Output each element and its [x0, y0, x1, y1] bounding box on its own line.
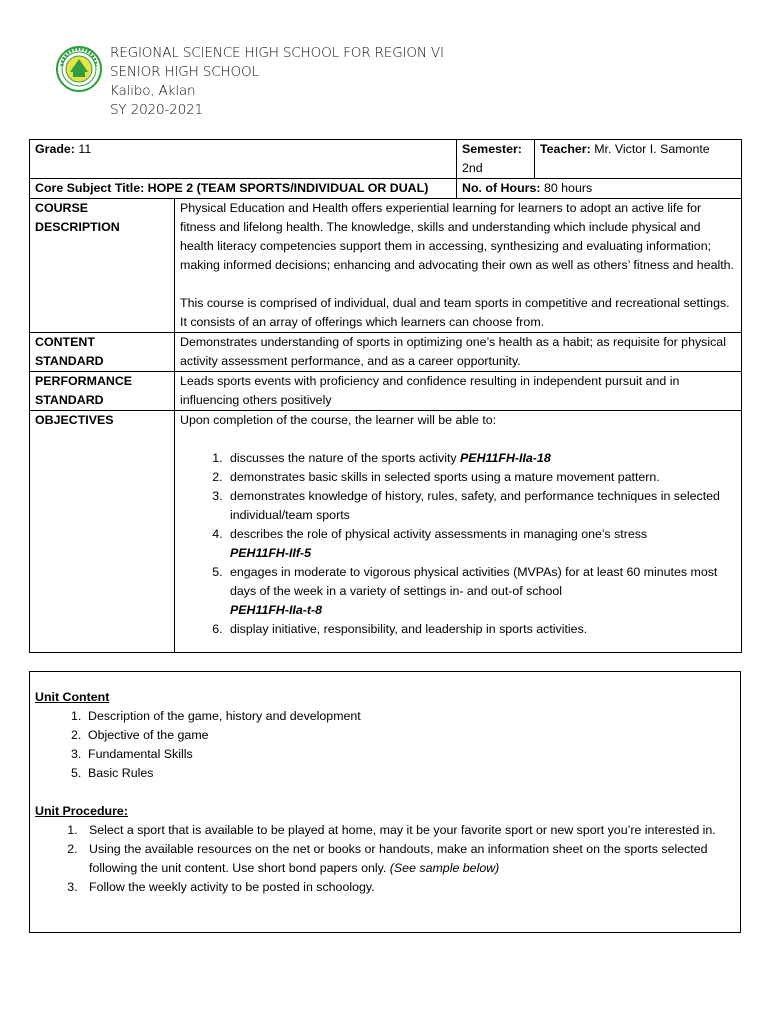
unit-content-item: 1. Description of the game, history and development [71, 709, 361, 723]
procedure-item: 1. Select a sport that is available to be played at home, may it be your favorite sport or new sport you’re interested in. [81, 821, 735, 840]
semester-label: Semester: [462, 142, 522, 156]
objectives-intro: Upon completion of the course, the learner will be able to: [180, 413, 497, 427]
unit-content-heading: Unit Content [35, 690, 110, 704]
content-label-line1: CONTENT [35, 335, 95, 349]
performance-standard-label [30, 372, 175, 411]
grade-cell [30, 140, 457, 179]
content-label-line2: STANDARD [35, 354, 104, 368]
unit-procedure-heading: Unit Procedure: [35, 804, 128, 818]
school-name: REGIONAL SCIENCE HIGH SCHOOL FOR REGION VI [110, 45, 444, 61]
hours-cell [457, 179, 742, 199]
teacher-value: Mr. Victor I. Samonte [594, 142, 710, 156]
course-description-row [30, 199, 742, 333]
school-location: Kalibo, Aklan [110, 83, 196, 99]
performance-standard-text: Leads sports events with proficiency and confidence resulting in independent pursuit and in influencing others positively [175, 372, 742, 411]
unit-content-item: 2. Objective of the game [71, 728, 209, 742]
hours-label: No. of Hours: [462, 181, 541, 195]
course-paragraph-2: This course is comprised of individual, dual and team sports in competitive and recreational settings. It consists of an array of offerings which learners can choose from. [180, 296, 730, 329]
competency-code: PEH11FH-IIf-5 [230, 546, 312, 560]
course-description-text [175, 199, 742, 333]
competency-code: PEH11FH-IIa-18 [460, 451, 551, 465]
performance-label-line2: STANDARD [35, 393, 104, 407]
objectives-text [175, 411, 742, 653]
unit-procedure-list [35, 821, 735, 897]
course-label-line2: DESCRIPTION [35, 220, 120, 234]
teacher-label: Teacher: [540, 142, 591, 156]
course-info-table [29, 139, 742, 653]
course-paragraph-1: Physical Education and Health offers experiential learning for learners to adopt an active life for fitness and lifelong health. The knowledge, skills and understanding which include physical and health literacy competencies support them in accessing, synthesizing and evaluating information; making informed decisions; enhancing and advocating their own as well as others’ fitness and health. [180, 201, 735, 272]
letterhead [56, 44, 756, 124]
content-standard-text: Demonstrates understanding of sports in optimizing one’s health as a habit; as requisite for physical activity assessment performance, and as a career opportunity. [175, 333, 742, 372]
objective-item: 2. demonstrates basic skills in selected sports using a mature movement pattern. [226, 468, 736, 487]
performance-label-line1: PERFORMANCE [35, 374, 133, 388]
unit-content-item: 5. Basic Rules [71, 766, 154, 780]
objectives-row [30, 411, 742, 653]
hours-value: 80 hours [543, 181, 593, 195]
procedure-item: 2. Using the available resources on the net or books or handouts, make an information sheet on the sports selected following the unit content. Use short bond papers only. (See sample below) [81, 840, 735, 878]
semester-value: 2nd [462, 161, 483, 175]
objective-item: 4. describes the role of physical activity assessments in managing one’s stress PEH11FH-IIf-5 [226, 525, 736, 563]
school-division: SENIOR HIGH SCHOOL [110, 64, 259, 80]
school-seal-logo [56, 46, 102, 92]
objective-item: 3. demonstrates knowledge of history, rules, safety, and performance techniques in selected individual/team sports [226, 487, 736, 525]
content-standard-row [30, 333, 742, 372]
content-standard-label [30, 333, 175, 372]
procedure-note: (See sample below) [389, 861, 500, 875]
semester-cell [457, 140, 535, 179]
subject-row [30, 179, 742, 199]
objective-item: 6. display initiative, responsibility, and leadership in sports activities. [226, 620, 736, 639]
objective-item: 5. engages in moderate to vigorous physical activities (MVPAs) for at least 60 minutes most days of the week in a variety of settings in- and out-of school PEH11FH-IIa-t-8 [226, 563, 736, 620]
unit-content-list [35, 707, 735, 783]
procedure-item: 3. Follow the weekly activity to be posted in schoology. [81, 878, 735, 897]
objective-item: 1. discusses the nature of the sports activity PEH11FH-IIa-18 [226, 449, 736, 468]
unit-content-item: 3. Fundamental Skills [71, 747, 193, 761]
unit-box [29, 671, 741, 933]
school-year: SY 2020-2021 [110, 102, 203, 118]
competency-code: PEH11FH-IIa-t-8 [230, 603, 323, 617]
objectives-list [180, 449, 736, 639]
performance-standard-row [30, 372, 742, 411]
grade-value: 11 [78, 142, 92, 156]
core-subject-title: Core Subject Title: HOPE 2 (TEAM SPORTS/INDIVIDUAL OR DUAL) [30, 179, 457, 199]
grade-row [30, 140, 742, 179]
teacher-cell [535, 140, 742, 179]
course-description-label [30, 199, 175, 333]
objectives-label: OBJECTIVES [30, 411, 175, 653]
course-label-line1: COURSE [35, 201, 89, 215]
grade-label: Grade: [35, 142, 75, 156]
